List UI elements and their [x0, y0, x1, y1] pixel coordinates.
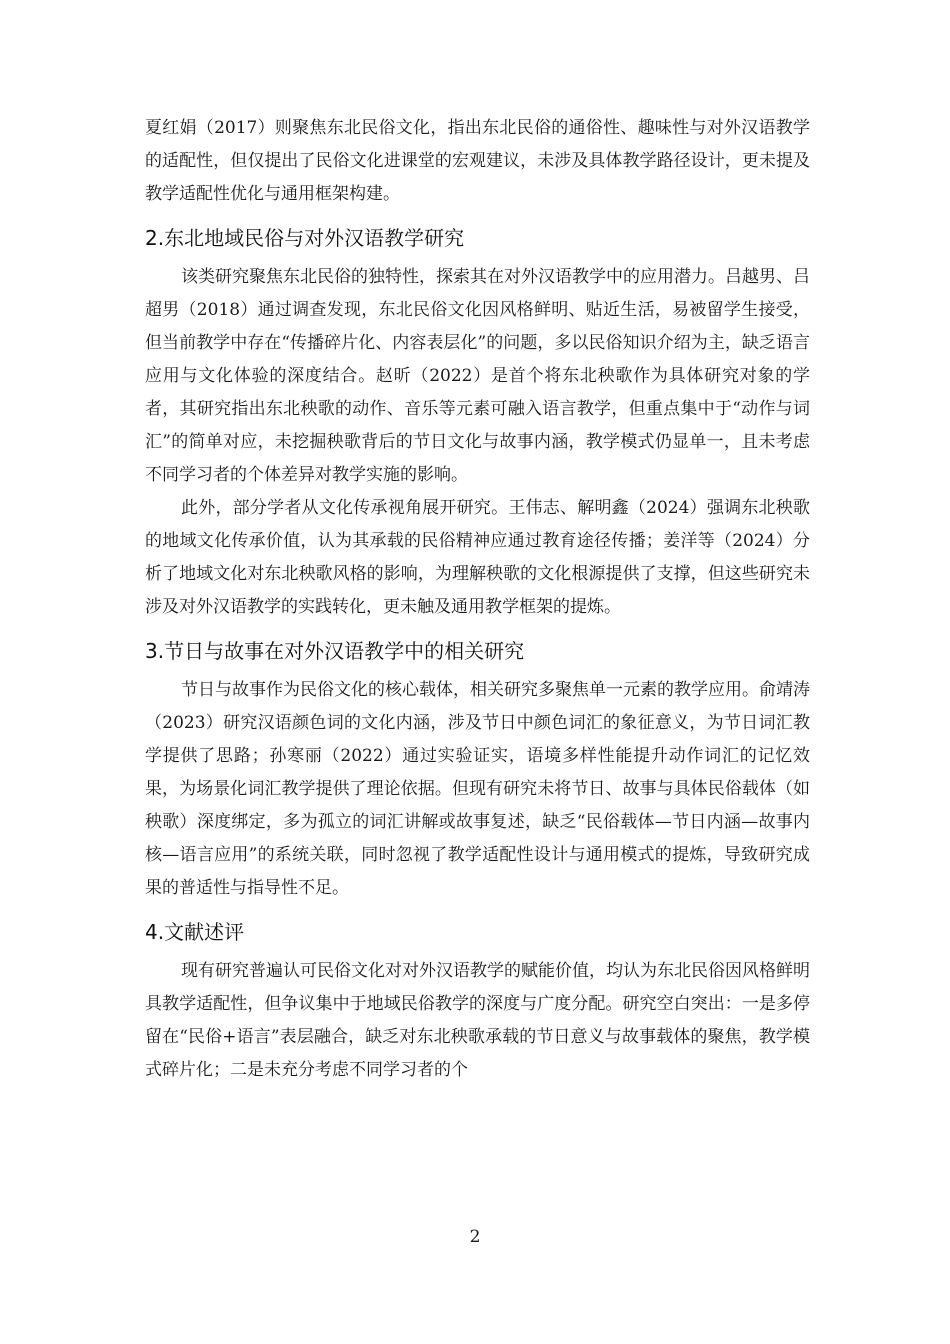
- page-number: 2: [469, 1227, 481, 1247]
- page-body: [145, 112, 810, 1087]
- paragraph: 该类研究聚焦东北民俗的独特性，探索其在对外汉语教学中的应用潜力。吕越男、吕超男（2018）通过调查发现，东北民俗文化因风格鲜明、贴近生活，易被留学生接受，但当前教学中存在“传播碎片化、内容表层化”的问题，多以民俗知识介绍为主，缺乏语言应用与文化体验的深度结合。赵昕（2022）是首个将东北秧歌作为具体研究对象的学者，其研究指出东北秧歌的动作、音乐等元素可融入语言教学，但重点集中于“动作与词汇”的简单对应，未挖掘秧歌背后的节日文化与故事内涵，教学模式仍显单一，且未考虑不同学习者的个体差异对教学实施的影响。: [145, 267, 810, 485]
- paragraph: 节日与故事作为民俗文化的核心载体，相关研究多聚焦单一元素的教学应用。俞靖涛（2023）研究汉语颜色词的文化内涵，涉及节日中颜色词汇的象征意义，为节日词汇教学提供了思路；孙寒丽（2022）通过实验证实，语境多样性能提升动作词汇的记忆效果，为场景化词汇教学提供了理论依据。但现有研究未将节日、故事与具体民俗载体（如秧歌）深度绑定，多为孤立的词汇讲解或故事复述，缺乏“民俗载体—节日内涵—故事内核—语言应用”的系统关联，同时忽视了教学适配性设计与通用模式的提炼，导致研究成果的普适性与指导性不足。: [145, 680, 810, 898]
- section-heading: 2.东北地域民俗与对外汉语教学研究: [145, 226, 465, 250]
- section-heading: 3.节日与故事在对外汉语教学中的相关研究: [145, 639, 525, 663]
- paragraph: 夏红娟（2017）则聚焦东北民俗文化，指出东北民俗的通俗性、趣味性与对外汉语教学的适配性，但仅提出了民俗文化进课堂的宏观建议，未涉及具体教学路径设计，更未提及教学适配性优化与通用框架构建。: [145, 118, 810, 204]
- section-heading: 4.文献述评: [145, 920, 245, 944]
- paragraph: 现有研究普遍认可民俗文化对对外汉语教学的赋能价值，均认为东北民俗因风格鲜明具教学适配性，但争议集中于地域民俗教学的深度与广度分配。研究空白突出：一是多停留在“民俗+语言”表层融合，缺乏对东北秧歌承载的节日意义与故事载体的聚焦，教学模式碎片化；二是未充分考虑不同学习者的个: [145, 961, 810, 1080]
- paragraph: 此外，部分学者从文化传承视角展开研究。王伟志、解明鑫（2024）强调东北秧歌的地域文化传承价值，认为其承载的民俗精神应通过教育途径传播；姜洋等（2024）分析了地域文化对东北秧歌风格的影响，为理解秧歌的文化根源提供了支撑，但这些研究未涉及对外汉语教学的实践转化，更未触及通用教学框架的提炼。: [145, 498, 810, 617]
